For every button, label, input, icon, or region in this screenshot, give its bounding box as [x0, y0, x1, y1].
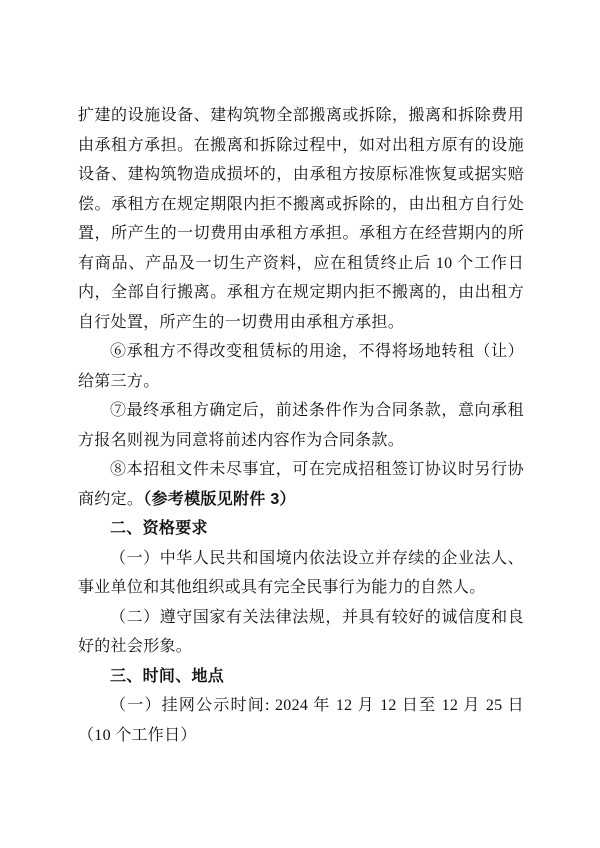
- document-body: [78, 101, 524, 750]
- paragraph-text: ⑧本招租文件未尽事宜，可在完成招租签订协议时另行协商约定。: [78, 461, 524, 508]
- paragraph: [78, 603, 524, 662]
- paragraph: [78, 396, 524, 455]
- paragraph: [78, 455, 524, 514]
- heading-text: 三、时间、地点: [110, 667, 225, 685]
- heading-text: 二、资格要求: [110, 520, 208, 537]
- paragraph-text: （一）挂网公示时间: 2024 年 12 月 12 日至 12 月 25 日（10 个工作日）: [78, 697, 524, 744]
- paragraph: [78, 544, 524, 603]
- paragraph-text: （一）中华人民共和国境内依法设立并存续的企业法人、事业单位和其他组织或具有完全民事行为能力的自然人。: [78, 549, 524, 596]
- paragraph-text: 扩建的设施设备、建构筑物全部搬离或拆除，搬离和拆除费用由承租方承担。在搬离和拆除过程中，如对出租方原有的设施设备、建构筑物造成损坏的，由承租方按原标准恢复或据实赔偿。承租方在规定期限内拒不搬离或拆除的，由出租方自行处置，所产生的一切费用由承租方承担。承租方在经营期内的所有商品、产品及一切生产资料，应在租赁终止后 10 个工作日内，全部自行搬离。承租方在规定期内拒不搬离的，由出租方自行处置，所产生的一切费用由承租方承担。: [78, 107, 524, 331]
- section-heading: [78, 662, 524, 692]
- paragraph: [78, 691, 524, 750]
- attachment-reference: （参考模版见附件 3）: [143, 490, 296, 508]
- paragraph: [78, 101, 524, 337]
- paragraph-text: ⑦最终承租方确定后，前述条件作为合同条款，意向承租方报名则视为同意将前述内容作为合同条款。: [78, 402, 524, 449]
- paragraph-text: ⑥承租方不得改变租赁标的用途，不得将场地转租（让）给第三方。: [78, 343, 524, 390]
- paragraph-text: （二）遵守国家有关法律法规，并具有较好的诚信度和良好的社会形象。: [78, 608, 524, 655]
- section-heading: [78, 514, 524, 544]
- paragraph: [78, 337, 524, 396]
